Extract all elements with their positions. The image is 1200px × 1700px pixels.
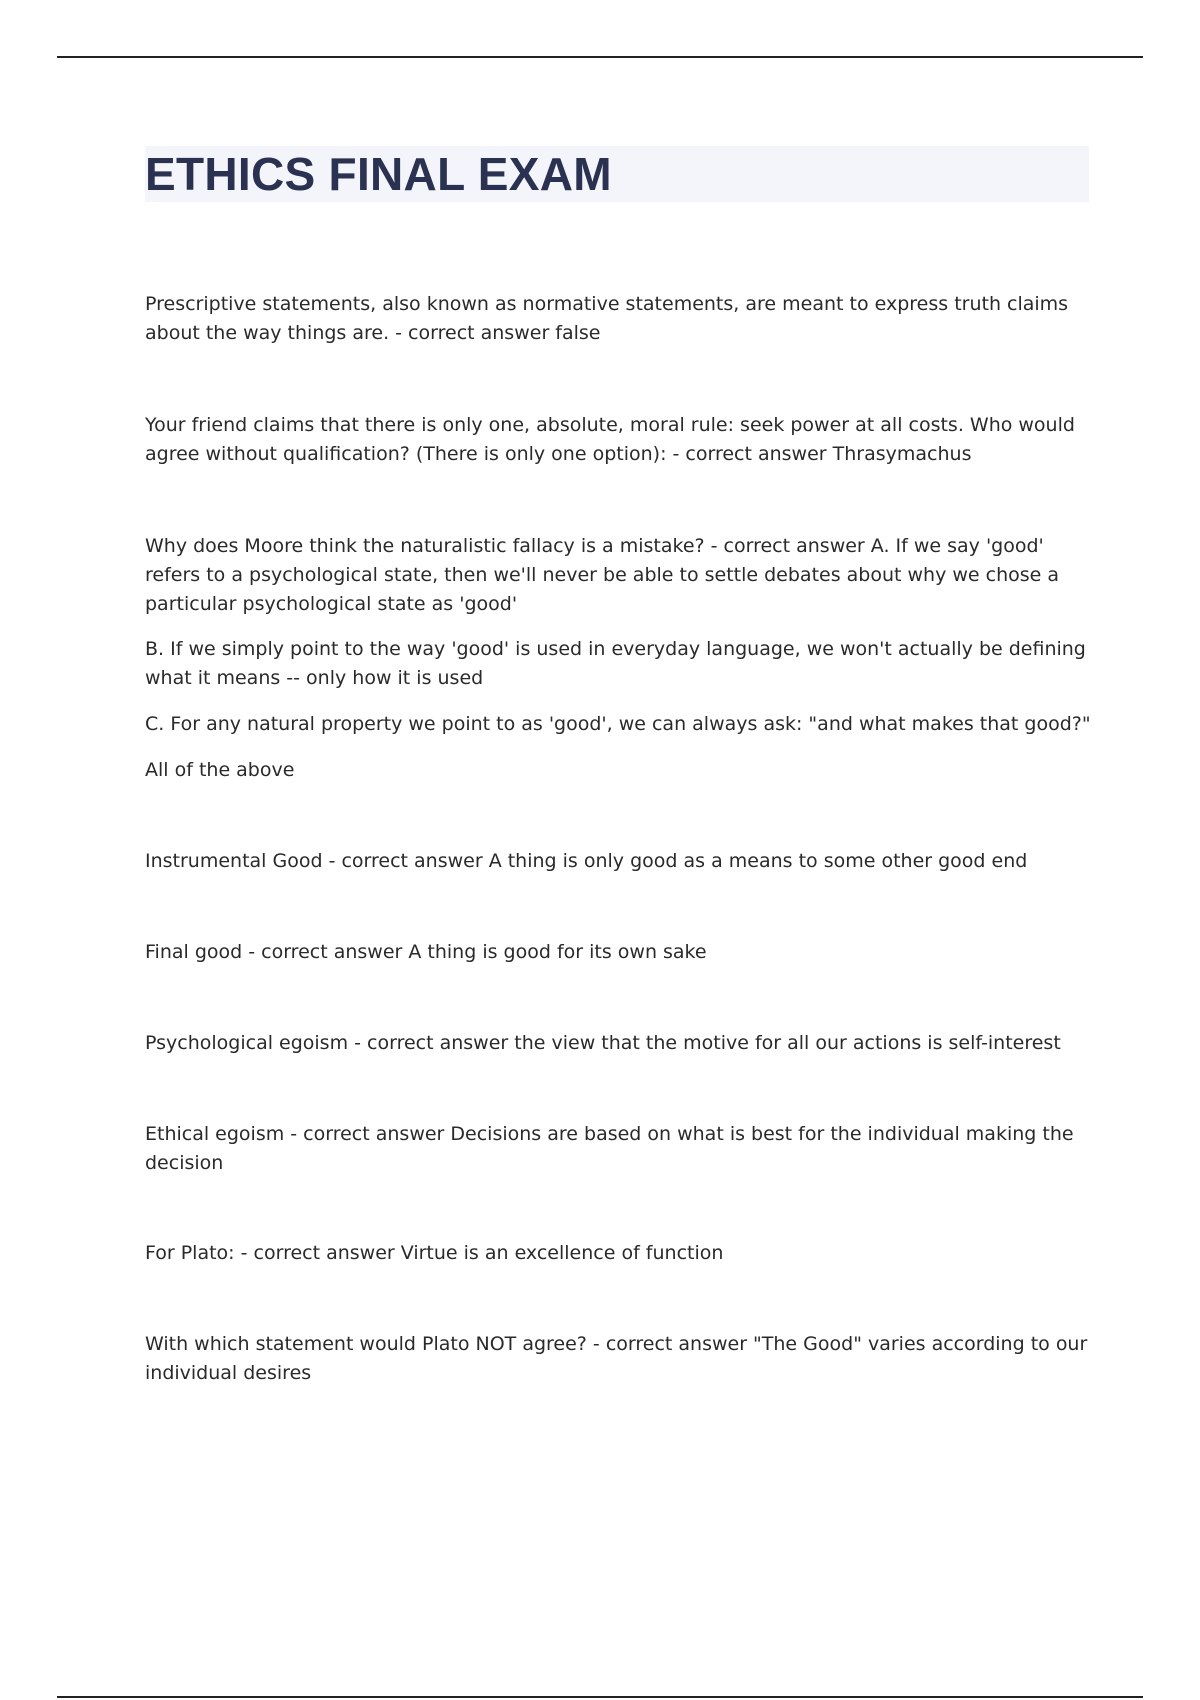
qa-entry-naturalistic-fallacy: Why does Moore think the naturalistic fallacy is a mistake? - correct answer A. If we say 'good' refers to a psychological state, then we'll never be able to settle debates about why we chose a particular psychological state as 'good' <box>145 535 1060 615</box>
qa-entry-psychological-egoism: Psychological egoism - correct answer the view that the motive for all our actions is self-interest <box>145 1032 1061 1054</box>
bottom-rule <box>57 1696 1143 1698</box>
qa-entry-absolute-rule: Your friend claims that there is only one, absolute, moral rule: seek power at all costs. Who would agree without qualification? (There is only one option): - correct answer Thrasymachus <box>145 414 1075 465</box>
qa-entry-ethical-egoism: Ethical egoism - correct answer Decisions are based on what is best for the individual making the decision <box>145 1123 1074 1174</box>
qa-entry-plato-virtue: For Plato: - correct answer Virtue is an excellence of function <box>145 1242 724 1264</box>
qa-entry-option-c: C. For any natural property we point to as 'good', we can always ask: "and what makes that good?" <box>145 713 1091 735</box>
top-rule <box>57 56 1143 58</box>
qa-entry-prescriptive: Prescriptive statements, also known as normative statements, are meant to express truth claims about the way things are. - correct answer false <box>145 293 1069 344</box>
page-title: ETHICS FINAL EXAM <box>145 148 612 200</box>
qa-entry-plato-not-agree: With which statement would Plato NOT agree? - correct answer "The Good" varies according to our individual desires <box>145 1333 1088 1384</box>
qa-entry-all-above: All of the above <box>145 759 295 781</box>
qa-entry-final-good: Final good - correct answer A thing is good for its own sake <box>145 941 707 963</box>
qa-entry-option-b: B. If we simply point to the way 'good' is used in everyday language, we won't actually be defining what it means -- only how it is used <box>145 638 1086 689</box>
qa-entry-instrumental-good: Instrumental Good - correct answer A thing is only good as a means to some other good end <box>145 850 1028 872</box>
